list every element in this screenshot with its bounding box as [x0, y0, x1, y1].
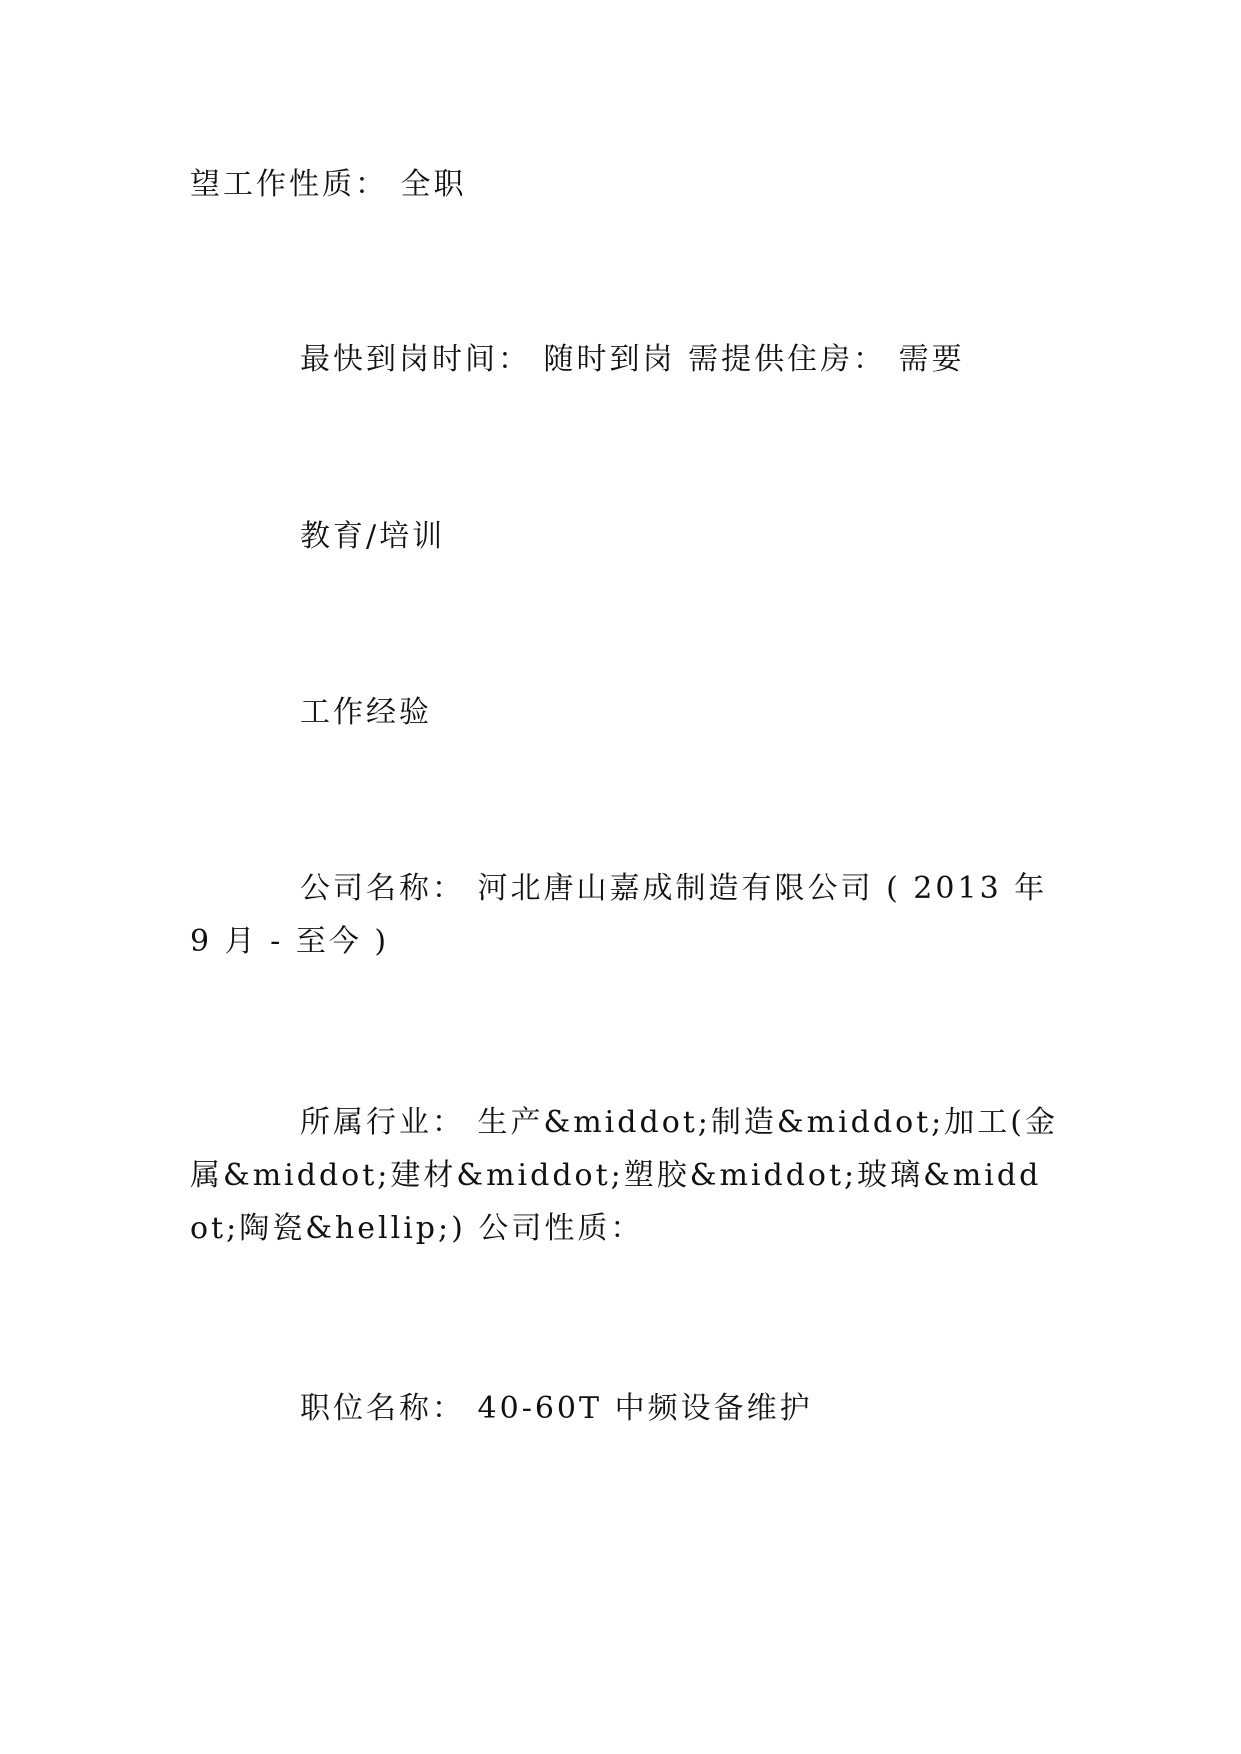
work-experience-heading: 工作经验: [300, 695, 432, 730]
industry-paragraph: 所属行业： 生产&middot;制造&middot;加工(金属&middot;建材&middot;塑胶&middot;玻璃&middot;陶瓷&hellip;) 公司性质：: [190, 1105, 1058, 1246]
position-title-line: 职位名称： 40-60T 中频设备维护: [300, 1391, 813, 1426]
education-heading: 教育/培训: [300, 519, 446, 554]
job-type-line: 望工作性质： 全职: [190, 167, 467, 202]
availability-housing-line: 最快到岗时间： 随时到岗 需提供住房： 需要: [300, 342, 965, 377]
company-name-paragraph: 公司名称： 河北唐山嘉成制造有限公司 ( 2013 年 9 月 - 至今 ): [190, 871, 1048, 959]
